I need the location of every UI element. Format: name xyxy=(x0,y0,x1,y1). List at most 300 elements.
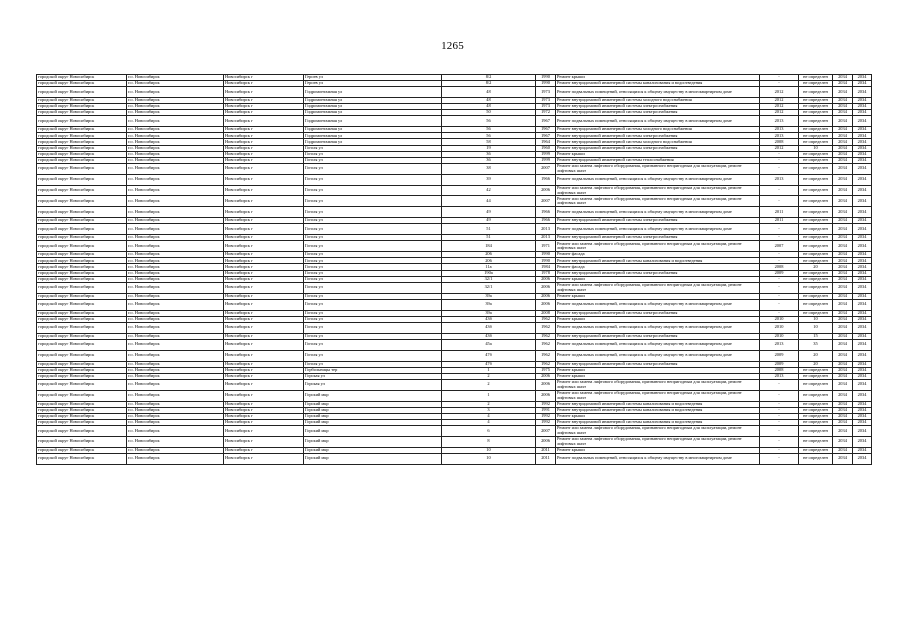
city-cell: Новосибирск г xyxy=(224,258,304,264)
district-cell: г.о. Новосибирск xyxy=(127,401,224,407)
build-year-cell: 2007 xyxy=(536,196,556,207)
house-number-cell: 56 xyxy=(442,133,536,139)
last-repair-year-cell: - xyxy=(760,447,799,453)
last-repair-year-cell: - xyxy=(760,81,799,87)
capital-repair-table xyxy=(36,74,872,465)
municipality-cell: городской округ Новосибирск xyxy=(37,252,127,258)
plan-start-year-cell: 2034 xyxy=(833,316,853,322)
municipality-cell: городской округ Новосибирск xyxy=(37,127,127,133)
house-number-cell: 39а xyxy=(442,293,536,299)
build-year-cell: 2006 xyxy=(536,276,556,282)
city-cell: Новосибирск г xyxy=(224,407,304,413)
last-repair-year-cell: - xyxy=(760,419,799,425)
house-number-cell: 39а xyxy=(442,310,536,316)
plan-end-year-cell: 2034 xyxy=(853,127,872,133)
municipality-cell: городской округ Новосибирск xyxy=(37,157,127,163)
wear-percent-cell: не определен xyxy=(799,258,833,264)
wear-percent-cell: не определен xyxy=(799,116,833,127)
plan-end-year-cell: 2034 xyxy=(853,174,872,185)
city-cell: Новосибирск г xyxy=(224,133,304,139)
work-type-cell: Ремонт внутридомовой инженерной системы электроснабжения xyxy=(556,235,760,241)
city-cell: Новосибирск г xyxy=(224,145,304,151)
city-cell: Новосибирск г xyxy=(224,87,304,98)
municipality-cell: городской округ Новосибирск xyxy=(37,110,127,116)
last-repair-year-cell: 2010 xyxy=(760,316,799,322)
last-repair-year-cell: - xyxy=(760,407,799,413)
plan-end-year-cell: 2034 xyxy=(853,110,872,116)
house-number-cell: 6 xyxy=(442,425,536,436)
table-row xyxy=(37,185,872,196)
table-row xyxy=(37,425,872,436)
plan-end-year-cell: 2034 xyxy=(853,282,872,293)
street-cell: Гоголя ул xyxy=(304,235,442,241)
district-cell: г.о. Новосибирск xyxy=(127,333,224,339)
municipality-cell: городской округ Новосибирск xyxy=(37,333,127,339)
district-cell: г.о. Новосибирск xyxy=(127,276,224,282)
build-year-cell: 1962 xyxy=(536,322,556,333)
wear-percent-cell: не определен xyxy=(799,207,833,218)
build-year-cell: 1962 xyxy=(536,316,556,322)
district-cell: г.о. Новосибирск xyxy=(127,127,224,133)
build-year-cell: 2013 xyxy=(536,235,556,241)
wear-percent-cell: 20 xyxy=(799,361,833,367)
build-year-cell: 1966 xyxy=(536,207,556,218)
district-cell: г.о. Новосибирск xyxy=(127,258,224,264)
wear-percent-cell: не определен xyxy=(799,299,833,310)
city-cell: Новосибирск г xyxy=(224,163,304,174)
wear-percent-cell: 10 xyxy=(799,316,833,322)
work-type-cell: Ремонт внутридомовой инженерной системы электроснабжения xyxy=(556,145,760,151)
district-cell: г.о. Новосибирск xyxy=(127,350,224,361)
plan-start-year-cell: 2034 xyxy=(833,373,853,379)
house-number-cell: 48 xyxy=(442,98,536,104)
work-type-cell: Ремонт подвальных помещений, относящихся к общему имуществу в многоквартирном доме xyxy=(556,174,760,185)
house-number-cell: 45а xyxy=(442,339,536,350)
wear-percent-cell: не определен xyxy=(799,110,833,116)
wear-percent-cell: не определен xyxy=(799,447,833,453)
street-cell: Гидромонтажная ул xyxy=(304,127,442,133)
build-year-cell: 2006 xyxy=(536,390,556,401)
house-number-cell: 206 xyxy=(442,252,536,258)
city-cell: Новосибирск г xyxy=(224,419,304,425)
work-type-cell: Ремонт или замена лифтового оборудования, признанного непригодным для эксплуатации, ремонт лифтовых шахт xyxy=(556,436,760,447)
district-cell: г.о. Новосибирск xyxy=(127,145,224,151)
last-repair-year-cell: 2012 xyxy=(760,110,799,116)
work-type-cell: Ремонт крыши xyxy=(556,75,760,81)
municipality-cell: городской округ Новосибирск xyxy=(37,139,127,145)
last-repair-year-cell: - xyxy=(760,425,799,436)
plan-end-year-cell: 2034 xyxy=(853,333,872,339)
plan-end-year-cell: 2034 xyxy=(853,447,872,453)
wear-percent-cell: 20 xyxy=(799,350,833,361)
city-cell: Новосибирск г xyxy=(224,333,304,339)
build-year-cell: 1991 xyxy=(536,407,556,413)
wear-percent-cell: 35 xyxy=(799,339,833,350)
street-cell: Гоголя ул xyxy=(304,241,442,252)
plan-end-year-cell: 2034 xyxy=(853,379,872,390)
municipality-cell: городской округ Новосибирск xyxy=(37,373,127,379)
municipality-cell: городской округ Новосибирск xyxy=(37,264,127,270)
last-repair-year-cell: - xyxy=(760,224,799,235)
district-cell: г.о. Новосибирск xyxy=(127,293,224,299)
plan-end-year-cell: 2034 xyxy=(853,207,872,218)
table-row xyxy=(37,174,872,185)
district-cell: г.о. Новосибирск xyxy=(127,163,224,174)
district-cell: г.о. Новосибирск xyxy=(127,264,224,270)
table-row xyxy=(37,116,872,127)
city-cell: Новосибирск г xyxy=(224,235,304,241)
city-cell: Новосибирск г xyxy=(224,401,304,407)
city-cell: Новосибирск г xyxy=(224,196,304,207)
street-cell: Гидромонтажная ул xyxy=(304,87,442,98)
district-cell: г.о. Новосибирск xyxy=(127,133,224,139)
house-number-cell: 36 xyxy=(442,157,536,163)
municipality-cell: городской округ Новосибирск xyxy=(37,75,127,81)
work-type-cell: Ремонт внутридомовой инженерной системы электроснабжения xyxy=(556,218,760,224)
house-number-cell: 2 xyxy=(442,379,536,390)
district-cell: г.о. Новосибирск xyxy=(127,367,224,373)
municipality-cell: городской округ Новосибирск xyxy=(37,322,127,333)
work-type-cell: Ремонт фасада xyxy=(556,252,760,258)
municipality-cell: городской округ Новосибирск xyxy=(37,258,127,264)
build-year-cell: 2007 xyxy=(536,163,556,174)
district-cell: г.о. Новосибирск xyxy=(127,316,224,322)
last-repair-year-cell: - xyxy=(760,413,799,419)
district-cell: г.о. Новосибирск xyxy=(127,185,224,196)
work-type-cell: Ремонт внутридомовой инженерной системы холодного водоснабжения xyxy=(556,127,760,133)
last-repair-year-cell: 2012 xyxy=(760,104,799,110)
wear-percent-cell: не определен xyxy=(799,367,833,373)
work-type-cell: Ремонт подвальных помещений, относящихся к общему имуществу в многоквартирном доме xyxy=(556,224,760,235)
street-cell: Гоголя ул xyxy=(304,350,442,361)
street-cell: Гидромонтажная ул xyxy=(304,98,442,104)
district-cell: г.о. Новосибирск xyxy=(127,174,224,185)
city-cell: Новосибирск г xyxy=(224,299,304,310)
build-year-cell: 1960 xyxy=(536,145,556,151)
district-cell: г.о. Новосибирск xyxy=(127,207,224,218)
plan-end-year-cell: 2034 xyxy=(853,264,872,270)
build-year-cell: 2011 xyxy=(536,447,556,453)
street-cell: Гоголя ул xyxy=(304,174,442,185)
district-cell: г.о. Новосибирск xyxy=(127,379,224,390)
street-cell: Гоголя ул xyxy=(304,252,442,258)
plan-start-year-cell: 2034 xyxy=(833,350,853,361)
house-number-cell: 43б xyxy=(442,333,536,339)
plan-start-year-cell: 2034 xyxy=(833,81,853,87)
wear-percent-cell: не определен xyxy=(799,163,833,174)
plan-end-year-cell: 2034 xyxy=(853,350,872,361)
wear-percent-cell: не определен xyxy=(799,310,833,316)
district-cell: г.о. Новосибирск xyxy=(127,413,224,419)
municipality-cell: городской округ Новосибирск xyxy=(37,151,127,157)
house-number-cell: 206 xyxy=(442,258,536,264)
work-type-cell: Ремонт или замена лифтового оборудования, признанного непригодным для эксплуатации, ремонт лифтовых шахт xyxy=(556,196,760,207)
house-number-cell: 44 xyxy=(442,196,536,207)
build-year-cell: 2006 xyxy=(536,293,556,299)
wear-percent-cell: не определен xyxy=(799,224,833,235)
district-cell: г.о. Новосибирск xyxy=(127,447,224,453)
district-cell: г.о. Новосибирск xyxy=(127,407,224,413)
last-repair-year-cell: - xyxy=(760,379,799,390)
plan-end-year-cell: 2034 xyxy=(853,401,872,407)
city-cell: Новосибирск г xyxy=(224,81,304,87)
last-repair-year-cell: 2012 xyxy=(760,145,799,151)
street-cell: Гоголя ул xyxy=(304,293,442,299)
build-year-cell: 1990 xyxy=(536,75,556,81)
house-number-cell: 56 xyxy=(442,116,536,127)
table-row xyxy=(37,299,872,310)
plan-start-year-cell: 2034 xyxy=(833,299,853,310)
city-cell: Новосибирск г xyxy=(224,361,304,367)
work-type-cell: Ремонт крыши xyxy=(556,413,760,419)
last-repair-year-cell: - xyxy=(760,252,799,258)
municipality-cell: городской округ Новосибирск xyxy=(37,453,127,464)
city-cell: Новосибирск г xyxy=(224,157,304,163)
plan-end-year-cell: 2034 xyxy=(853,241,872,252)
work-type-cell: Ремонт подвальных помещений, относящихся к общему имуществу в многоквартирном доме xyxy=(556,453,760,464)
build-year-cell: 2006 xyxy=(536,282,556,293)
house-number-cell: 4 xyxy=(442,413,536,419)
house-number-cell: 43б xyxy=(442,322,536,333)
street-cell: Горский мкр xyxy=(304,401,442,407)
house-number-cell: 50 xyxy=(442,110,536,116)
build-year-cell: 1999 xyxy=(536,157,556,163)
build-year-cell: 2006 xyxy=(536,373,556,379)
wear-percent-cell: 10 xyxy=(799,322,833,333)
work-type-cell: Ремонт крыши xyxy=(556,373,760,379)
work-type-cell: Ремонт внутридомовой инженерной системы электроснабжения xyxy=(556,133,760,139)
district-cell: г.о. Новосибирск xyxy=(127,241,224,252)
city-cell: Новосибирск г xyxy=(224,413,304,419)
build-year-cell: 2008 xyxy=(536,310,556,316)
last-repair-year-cell: - xyxy=(760,436,799,447)
build-year-cell: 1962 xyxy=(536,339,556,350)
plan-end-year-cell: 2034 xyxy=(853,322,872,333)
house-number-cell: 1 xyxy=(442,390,536,401)
street-cell: Горский мкр xyxy=(304,419,442,425)
city-cell: Новосибирск г xyxy=(224,453,304,464)
last-repair-year-cell: - xyxy=(760,282,799,293)
last-repair-year-cell: - xyxy=(760,299,799,310)
city-cell: Новосибирск г xyxy=(224,447,304,453)
plan-end-year-cell: 2034 xyxy=(853,293,872,299)
plan-end-year-cell: 2034 xyxy=(853,157,872,163)
last-repair-year-cell: 2011 xyxy=(760,207,799,218)
build-year-cell: 1975 xyxy=(536,367,556,373)
work-type-cell: Ремонт подвальных помещений, относящихся к общему имуществу в многоквартирном доме xyxy=(556,322,760,333)
street-cell: Горская ул xyxy=(304,373,442,379)
city-cell: Новосибирск г xyxy=(224,436,304,447)
last-repair-year-cell: 2012 xyxy=(760,98,799,104)
build-year-cell: 2006 xyxy=(536,299,556,310)
plan-end-year-cell: 2034 xyxy=(853,75,872,81)
build-year-cell: 2006 xyxy=(536,436,556,447)
work-type-cell: Ремонт подвальных помещений, относящихся к общему имуществу в многоквартирном доме xyxy=(556,350,760,361)
municipality-cell: городской округ Новосибирск xyxy=(37,436,127,447)
plan-start-year-cell: 2034 xyxy=(833,174,853,185)
last-repair-year-cell: - xyxy=(760,390,799,401)
work-type-cell: Ремонт или замена лифтового оборудования, признанного непригодным для эксплуатации, ремонт лифтовых шахт xyxy=(556,241,760,252)
house-number-cell: 3 xyxy=(442,407,536,413)
last-repair-year-cell: 2008 xyxy=(760,139,799,145)
street-cell: Гидромонтажная ул xyxy=(304,110,442,116)
plan-end-year-cell: 2034 xyxy=(853,453,872,464)
district-cell: г.о. Новосибирск xyxy=(127,270,224,276)
house-number-cell: 32/1 xyxy=(442,276,536,282)
plan-end-year-cell: 2034 xyxy=(853,413,872,419)
plan-end-year-cell: 2034 xyxy=(853,367,872,373)
build-year-cell: 1964 xyxy=(536,139,556,145)
work-type-cell: Ремонт внутридомовой инженерной системы канализования и водоотведения xyxy=(556,258,760,264)
build-year-cell: 1962 xyxy=(536,333,556,339)
city-cell: Новосибирск г xyxy=(224,276,304,282)
district-cell: г.о. Новосибирск xyxy=(127,322,224,333)
work-type-cell: Ремонт подвальных помещений, относящихся к общему имуществу в многоквартирном доме xyxy=(556,299,760,310)
house-number-cell: 38 xyxy=(442,163,536,174)
work-type-cell: Ремонт внутридомовой инженерной системы электроснабжения xyxy=(556,104,760,110)
wear-percent-cell: не определен xyxy=(799,218,833,224)
plan-start-year-cell: 2034 xyxy=(833,282,853,293)
last-repair-year-cell: 2013 xyxy=(760,116,799,127)
municipality-cell: городской округ Новосибирск xyxy=(37,116,127,127)
municipality-cell: городской округ Новосибирск xyxy=(37,299,127,310)
build-year-cell: 2006 xyxy=(536,185,556,196)
wear-percent-cell: не определен xyxy=(799,379,833,390)
build-year-cell: 1973 xyxy=(536,104,556,110)
work-type-cell: Ремонт подвальных помещений, относящихся к общему имуществу в многоквартирном доме xyxy=(556,339,760,350)
municipality-cell: городской округ Новосибирск xyxy=(37,276,127,282)
plan-start-year-cell: 2034 xyxy=(833,293,853,299)
municipality-cell: городской округ Новосибирск xyxy=(37,145,127,151)
city-cell: Новосибирск г xyxy=(224,127,304,133)
work-type-cell: Ремонт фасада xyxy=(556,264,760,270)
work-type-cell: Ремонт крыши xyxy=(556,316,760,322)
last-repair-year-cell: 2010 xyxy=(760,322,799,333)
district-cell: г.о. Новосибирск xyxy=(127,81,224,87)
municipality-cell: городской округ Новосибирск xyxy=(37,104,127,110)
district-cell: г.о. Новосибирск xyxy=(127,224,224,235)
municipality-cell: городской округ Новосибирск xyxy=(37,270,127,276)
municipality-cell: городской округ Новосибирск xyxy=(37,224,127,235)
wear-percent-cell: не определен xyxy=(799,104,833,110)
build-year-cell: 1984 xyxy=(536,264,556,270)
build-year-cell: 1992 xyxy=(536,413,556,419)
plan-end-year-cell: 2034 xyxy=(853,407,872,413)
build-year-cell: 1992 xyxy=(536,401,556,407)
last-repair-year-cell: - xyxy=(760,258,799,264)
street-cell: Гоголя ул xyxy=(304,282,442,293)
city-cell: Новосибирск г xyxy=(224,310,304,316)
last-repair-year-cell: 2008 xyxy=(760,367,799,373)
city-cell: Новосибирск г xyxy=(224,252,304,258)
wear-percent-cell: не определен xyxy=(799,157,833,163)
last-repair-year-cell: 2013 xyxy=(760,133,799,139)
house-number-cell: 2 xyxy=(442,373,536,379)
wear-percent-cell: не определен xyxy=(799,252,833,258)
wear-percent-cell: не определен xyxy=(799,270,833,276)
build-year-cell: 1962 xyxy=(536,361,556,367)
plan-start-year-cell: 2034 xyxy=(833,133,853,139)
house-number-cell: 190а xyxy=(442,270,536,276)
work-type-cell: Ремонт крыши xyxy=(556,293,760,299)
wear-percent-cell: не определен xyxy=(799,436,833,447)
municipality-cell: городской округ Новосибирск xyxy=(37,241,127,252)
wear-percent-cell: не определен xyxy=(799,401,833,407)
build-year-cell: 1967 xyxy=(536,133,556,139)
plan-end-year-cell: 2034 xyxy=(853,425,872,436)
municipality-cell: городской округ Новосибирск xyxy=(37,81,127,87)
district-cell: г.о. Новосибирск xyxy=(127,436,224,447)
work-type-cell: Ремонт внутридомовой инженерной системы канализования и водоотведения xyxy=(556,407,760,413)
plan-end-year-cell: 2034 xyxy=(853,224,872,235)
plan-start-year-cell: 2034 xyxy=(833,264,853,270)
wear-percent-cell: не определен xyxy=(799,390,833,401)
plan-end-year-cell: 2034 xyxy=(853,87,872,98)
municipality-cell: городской округ Новосибирск xyxy=(37,425,127,436)
last-repair-year-cell: 2013 xyxy=(760,127,799,133)
build-year-cell: 1978 xyxy=(536,270,556,276)
wear-percent-cell: 10 xyxy=(799,145,833,151)
district-cell: г.о. Новосибирск xyxy=(127,310,224,316)
district-cell: г.о. Новосибирск xyxy=(127,453,224,464)
build-year-cell: 1967 xyxy=(536,127,556,133)
district-cell: г.о. Новосибирск xyxy=(127,157,224,163)
work-type-cell: Ремонт внутридомовой инженерной системы канализования и водоотведения xyxy=(556,401,760,407)
street-cell: Горский мкр xyxy=(304,407,442,413)
street-cell: Горский мкр xyxy=(304,413,442,419)
house-number-cell: 49 xyxy=(442,218,536,224)
municipality-cell: городской округ Новосибирск xyxy=(37,419,127,425)
city-cell: Новосибирск г xyxy=(224,75,304,81)
plan-end-year-cell: 2034 xyxy=(853,361,872,367)
district-cell: г.о. Новосибирск xyxy=(127,299,224,310)
work-type-cell: Ремонт внутридомовой инженерной системы электроснабжения xyxy=(556,310,760,316)
city-cell: Новосибирск г xyxy=(224,218,304,224)
house-number-cell: 8 xyxy=(442,436,536,447)
municipality-cell: городской округ Новосибирск xyxy=(37,367,127,373)
plan-start-year-cell: 2034 xyxy=(833,453,853,464)
last-repair-year-cell: - xyxy=(760,151,799,157)
build-year-cell: 1962 xyxy=(536,350,556,361)
work-type-cell: Ремонт крыши xyxy=(556,367,760,373)
build-year-cell: 1971 xyxy=(536,241,556,252)
plan-end-year-cell: 2034 xyxy=(853,116,872,127)
street-cell: Горский мкр xyxy=(304,436,442,447)
municipality-cell: городской округ Новосибирск xyxy=(37,196,127,207)
plan-start-year-cell: 2034 xyxy=(833,145,853,151)
wear-percent-cell: не определен xyxy=(799,419,833,425)
table-row xyxy=(37,163,872,174)
work-type-cell: Ремонт подвальных помещений, относящихся к общему имуществу в многоквартирном доме xyxy=(556,116,760,127)
build-year-cell: 1990 xyxy=(536,258,556,264)
district-cell: г.о. Новосибирск xyxy=(127,419,224,425)
work-type-cell: Ремонт крыши xyxy=(556,276,760,282)
plan-end-year-cell: 2034 xyxy=(853,133,872,139)
plan-start-year-cell: 2034 xyxy=(833,436,853,447)
municipality-cell: городской округ Новосибирск xyxy=(37,339,127,350)
municipality-cell: городской округ Новосибирск xyxy=(37,282,127,293)
house-number-cell: 43б xyxy=(442,316,536,322)
plan-end-year-cell: 2034 xyxy=(853,436,872,447)
district-cell: г.о. Новосибирск xyxy=(127,361,224,367)
plan-end-year-cell: 2034 xyxy=(853,81,872,87)
district-cell: г.о. Новосибирск xyxy=(127,110,224,116)
city-cell: Новосибирск г xyxy=(224,350,304,361)
wear-percent-cell: не определен xyxy=(799,185,833,196)
table-body xyxy=(37,75,872,465)
street-cell: Гоголя ул xyxy=(304,316,442,322)
city-cell: Новосибирск г xyxy=(224,174,304,185)
